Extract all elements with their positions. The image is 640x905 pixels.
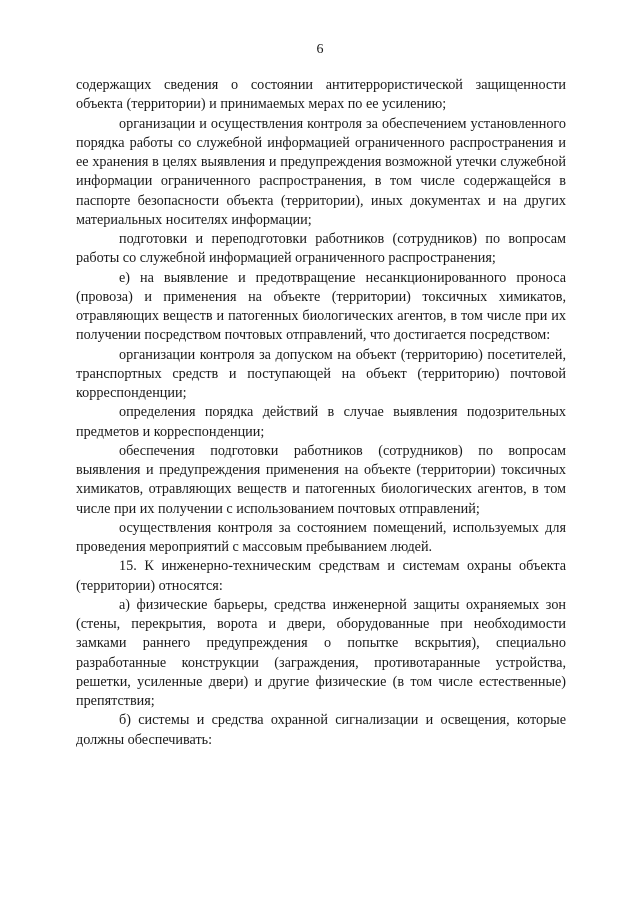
paragraph: организации контроля за допуском на объект (территорию) посетителей, транспортных средств и поступающей на объект (территорию) почтовой корреспонденции; (76, 346, 566, 401)
paragraph: б) системы и средства охранной сигнализации и освещения, которые должны обеспечивать: (76, 712, 566, 748)
paragraph: определения порядка действий в случае выявления подозрительных предметов и корреспонденции; (76, 404, 566, 440)
paragraph: а) физические барьеры, средства инженерной защиты охраняемых зон (стены, перекрытия, ворота и двери, оборудованные при необходимости замками раннего предупреждения о попытке вскрытия), специально разработанные конструкции (заграждения, противотаранные устройства, решетки, усиленные двери) и другие физические (в том числе естественные) препятствия; (76, 596, 566, 709)
paragraph-continuation: содержащих сведения о состоянии антитеррористической защищенности объекта (территории) и принимаемых мерах по ее усилению; (76, 77, 566, 113)
paragraph: подготовки и переподготовки работников (сотрудников) по вопросам работы со служебной информацией ограниченного распространения; (76, 231, 566, 267)
page-number: 6 (316, 42, 324, 57)
paragraph: 15. К инженерно-техническим средствам и системам охраны объекта (территории) относятся: (76, 558, 566, 594)
paragraph: организации и осуществления контроля за обеспечением установленного порядка работы со служебной информацией ограниченного распространения и ее хранения в целях выявления и предупреждения возможной утечки служебной информации ограниченного распространения, в том числе содержащейся в паспорте безопасности объекта (территории), иных документах и на других материальных носителях информации; (76, 115, 566, 228)
document-body (76, 76, 566, 750)
paragraph: е) на выявление и предотвращение несанкционированного проноса (провоза) и применения на объекте (территории) токсичных химикатов, отравляющих веществ и патогенных биологических агентов, в том числе при их получении посредством почтовых отправлений, что достигается посредством: (76, 269, 566, 344)
paragraph: обеспечения подготовки работников (сотрудников) по вопросам выявления и предупреждения применения на объекте (территории) токсичных химикатов, отравляющих веществ и патогенных биологических агентов, в том числе при их получении с использованием почтовых отправлений; (76, 442, 566, 517)
paragraph: осуществления контроля за состоянием помещений, используемых для проведения мероприятий с массовым пребыванием людей. (76, 519, 566, 555)
